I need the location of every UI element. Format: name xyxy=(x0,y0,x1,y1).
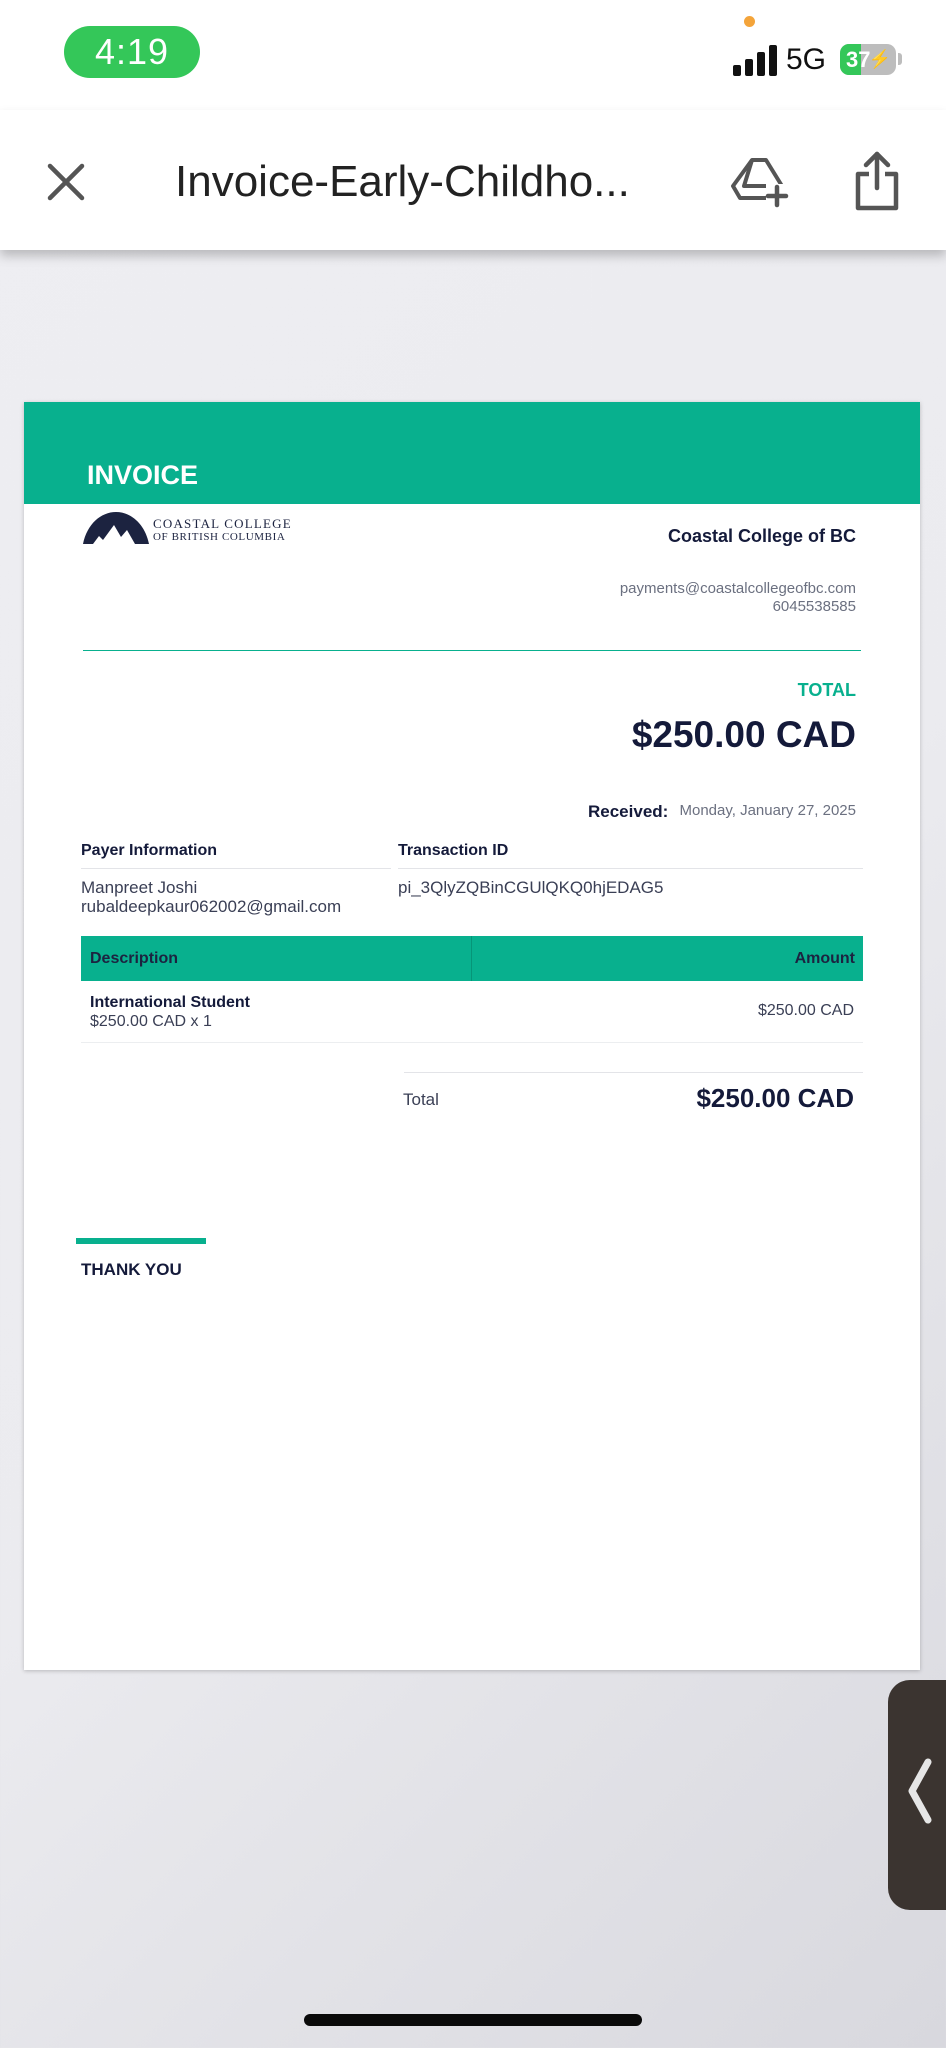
invoice-page xyxy=(24,402,920,1670)
transaction-id-heading: Transaction ID xyxy=(398,842,509,859)
total-amount: $250.00 CAD xyxy=(631,714,856,755)
line-item-amount: $250.00 CAD xyxy=(757,1002,854,1019)
add-to-drive-icon[interactable] xyxy=(730,154,790,210)
battery-level: 37 xyxy=(846,47,871,72)
status-time: 4:19 xyxy=(64,26,200,78)
summary-divider xyxy=(404,1072,863,1073)
network-type: 5G xyxy=(786,43,827,76)
side-panel-handle[interactable] xyxy=(888,1680,946,1910)
status-bar xyxy=(0,0,946,110)
payer-email: rubaldeepkaur062002@gmail.com xyxy=(81,897,342,916)
line-item-name: International Student xyxy=(90,994,250,1011)
cellular-signal-icon xyxy=(733,44,777,76)
company-email: payments@coastalcollegeofbc.com xyxy=(619,580,856,597)
transaction-id-divider xyxy=(398,868,863,869)
payer-name: Manpreet Joshi xyxy=(81,878,198,897)
share-button[interactable] xyxy=(852,150,902,214)
payer-info-divider xyxy=(81,868,391,869)
column-header-description: Description xyxy=(90,950,179,967)
column-header-amount: Amount xyxy=(794,950,855,967)
company-name: Coastal College of BC xyxy=(667,526,856,546)
battery-icon xyxy=(840,44,896,75)
line-item-divider xyxy=(81,1042,863,1043)
line-items-table-header xyxy=(81,936,863,981)
transaction-id: pi_3QlyZQBinCGUlQKQ0hjEDAG5 xyxy=(398,878,664,897)
line-item-quantity: $250.00 CAD x 1 xyxy=(90,1013,212,1030)
charging-bolt-icon: ⚡ xyxy=(868,49,891,69)
thank-you-text: THANK YOU xyxy=(81,1260,182,1279)
battery-nub xyxy=(898,53,902,65)
invoice-header-band xyxy=(24,402,920,504)
invoice-heading: INVOICE xyxy=(87,460,199,490)
document-title: Invoice-Early-Childho... xyxy=(175,157,630,206)
home-indicator[interactable] xyxy=(304,2014,642,2026)
thank-you-accent-bar xyxy=(76,1238,206,1244)
add-to-drive-button[interactable] xyxy=(730,154,790,210)
company-phone: 6045538585 xyxy=(772,598,856,615)
logo-wordmark xyxy=(153,517,292,543)
mountain-logo-icon xyxy=(83,510,149,546)
logo-line-2: OF BRITISH COLUMBIA xyxy=(153,531,286,543)
privacy-indicator-dot xyxy=(744,16,755,27)
table-column-divider xyxy=(471,936,472,981)
share-icon[interactable] xyxy=(852,150,902,214)
logo-line-1: COASTAL COLLEGE xyxy=(153,516,292,531)
received-label: Received: xyxy=(588,802,669,821)
viewer-toolbar xyxy=(0,110,946,250)
close-icon[interactable] xyxy=(44,160,88,204)
college-logo xyxy=(83,510,293,550)
close-button[interactable] xyxy=(44,160,88,204)
summary-total-amount: $250.00 CAD xyxy=(696,1083,854,1113)
header-divider xyxy=(83,650,861,651)
received-date: Monday, January 27, 2025 xyxy=(679,802,856,819)
total-label: TOTAL xyxy=(797,680,856,700)
chevron-left-icon[interactable] xyxy=(904,1756,934,1826)
summary-total-label: Total xyxy=(403,1090,439,1109)
payer-info-heading: Payer Information xyxy=(81,842,218,859)
